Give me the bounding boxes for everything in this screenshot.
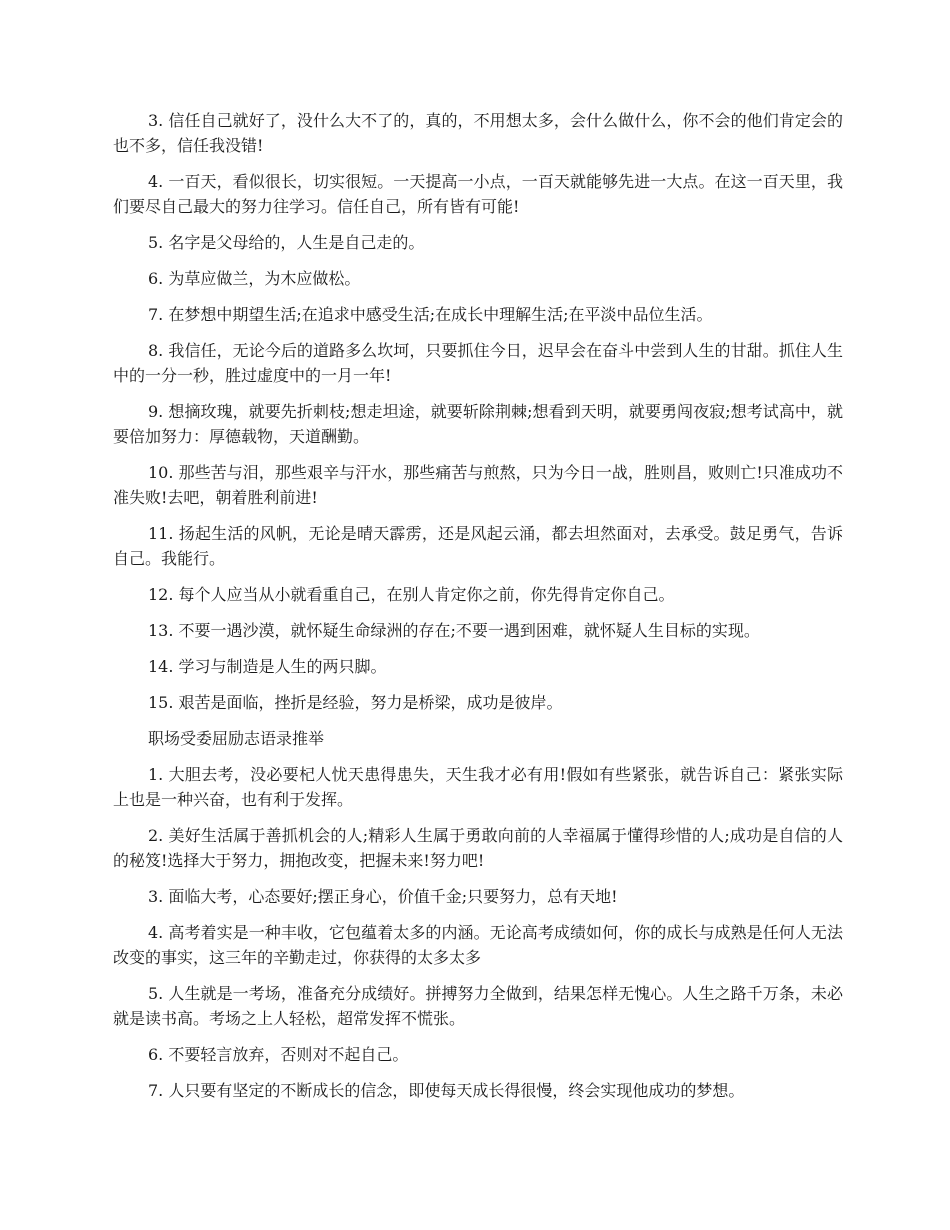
paragraph: 6. 不要轻言放弃，否则对不起自己。 [148, 1045, 409, 1064]
paragraph: 4. 高考着实是一种丰收，它包蕴着太多的内涵。无论高考成绩如何，你的成长与成熟是任何人无法改变的事实，这三年的辛勤走过，你获得的太多太多 [113, 923, 843, 967]
paragraph: 13. 不要一遇沙漠，就怀疑生命绿洲的存在;不要一遇到困难，就怀疑人生目标的实现。 [148, 621, 760, 640]
paragraph: 3. 信任自己就好了，没什么大不了的，真的，不用想太多，会什么做什么，你不会的他们肯定会的也不多，信任我没错! [113, 111, 843, 155]
paragraph: 6. 为草应做兰，为木应做松。 [148, 269, 361, 288]
paragraph: 8. 我信任，无论今后的道路多么坎坷，只要抓住今日，迟早会在奋斗中尝到人生的甘甜。抓住人生中的一分一秒，胜过虚度中的一月一年! [113, 341, 843, 385]
paragraph: 9. 想摘玫瑰，就要先折刺枝;想走坦途，就要斩除荆棘;想看到天明，就要勇闯夜寂;想考试高中，就要倍加努力：厚德载物，天道酬勤。 [113, 402, 843, 446]
paragraph: 4. 一百天，看似很长，切实很短。一天提高一小点，一百天就能够先进一大点。在这一百天里，我们要尽自己最大的努力往学习。信任自己，所有皆有可能! [113, 172, 843, 216]
document-page [113, 108, 843, 1114]
section-heading: 职场受委屈励志语录推举 [148, 729, 325, 748]
paragraph: 7. 人只要有坚定的不断成长的信念，即使每天成长得很慢，终会实现他成功的梦想。 [148, 1081, 745, 1100]
paragraph: 12. 每个人应当从小就看重自己，在别人肯定你之前，你先得肯定你自己。 [148, 585, 675, 604]
paragraph: 15. 艰苦是面临，挫折是经验，努力是桥梁，成功是彼岸。 [148, 693, 563, 712]
paragraph: 14. 学习与制造是人生的两只脚。 [148, 657, 387, 676]
paragraph: 1. 大胆去考，没必要杞人忧天患得患失，天生我才必有用!假如有些紧张，就告诉自己：紧张实际上也是一种兴奋，也有利于发挥。 [113, 765, 843, 809]
paragraph: 11. 扬起生活的风帆，无论是晴天霹雳，还是风起云涌，都去坦然面对，去承受。鼓足勇气，告诉自己。我能行。 [113, 524, 843, 568]
paragraph: 5. 名字是父母给的，人生是自己走的。 [148, 233, 425, 252]
paragraph: 5. 人生就是一考场，准备充分成绩好。拼搏努力全做到，结果怎样无愧心。人生之路千万条，未必就是读书高。考场之上人轻松，超常发挥不慌张。 [113, 984, 843, 1028]
paragraph: 7. 在梦想中期望生活;在追求中感受生活;在成长中理解生活;在平淡中品位生活。 [148, 305, 713, 324]
paragraph: 2. 美好生活属于善抓机会的人;精彩人生属于勇敢向前的人幸福属于懂得珍惜的人;成功是自信的人的秘笈!选择大于努力，拥抱改变，把握未来!努力吧! [113, 826, 843, 870]
paragraph: 3. 面临大考，心态要好;摆正身心，价值千金;只要努力，总有天地! [148, 887, 618, 906]
paragraph: 10. 那些苦与泪，那些艰辛与汗水，那些痛苦与煎熬，只为今日一战，胜则昌，败则亡!只准成功不准失败!去吧，朝着胜利前进! [113, 463, 843, 507]
